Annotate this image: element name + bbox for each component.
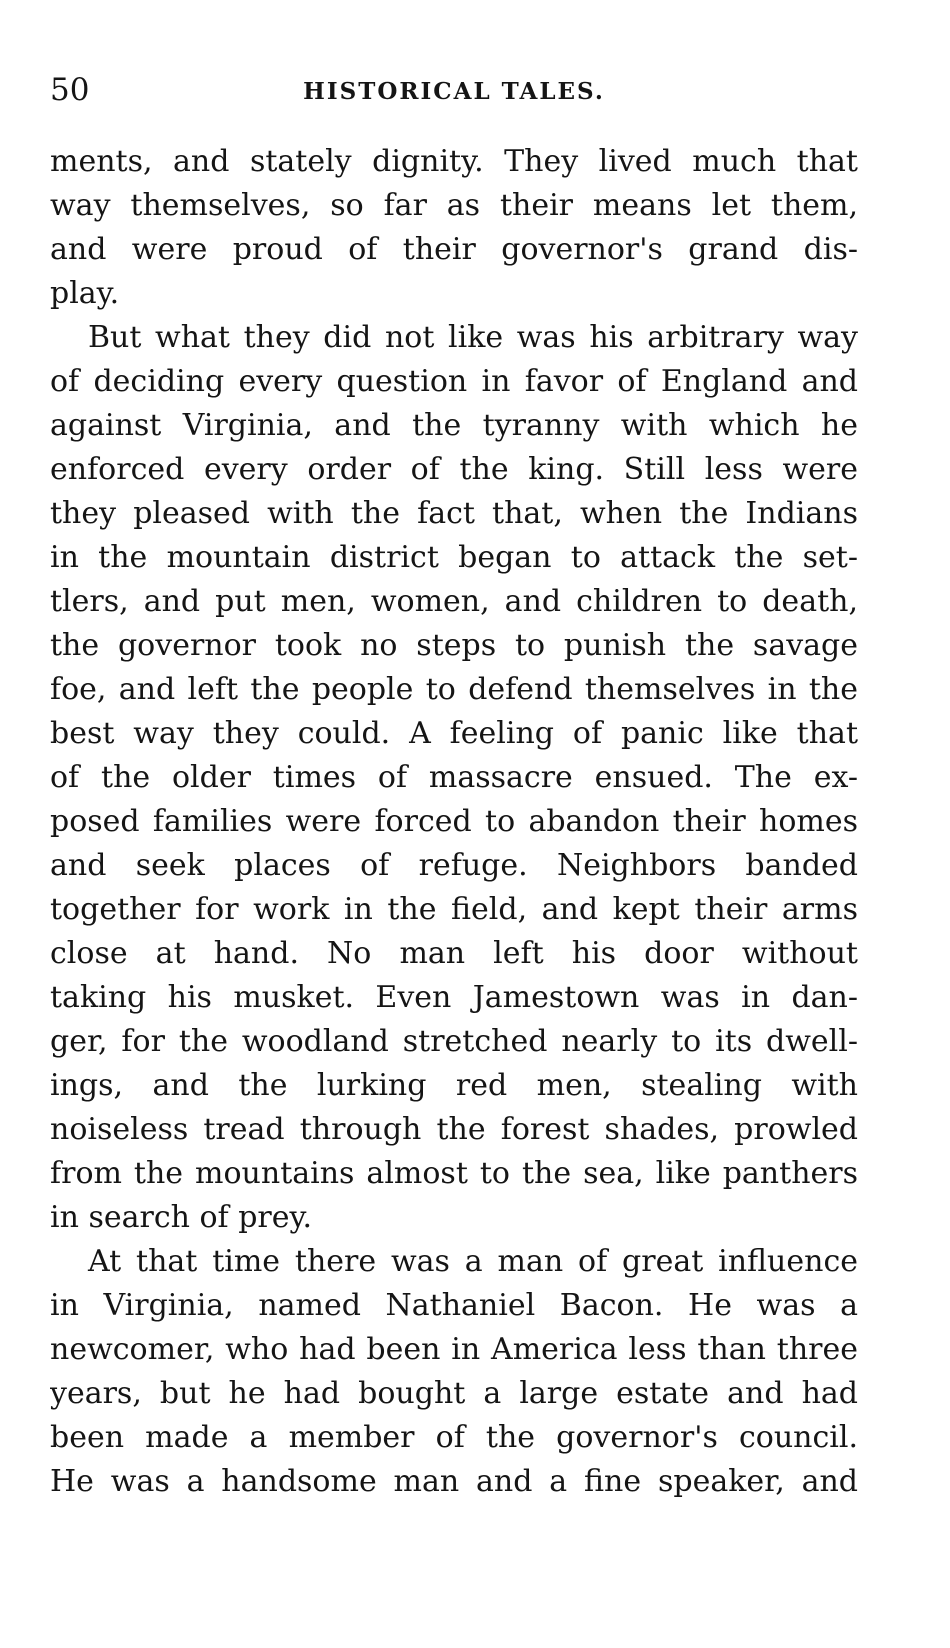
text-line: ings, and the lurking red men, stealing with [50,1068,858,1103]
text-line: He was a handsome man and a fine speaker, and [50,1464,858,1499]
text-line: newcomer, who had been in America less than three [50,1332,858,1367]
paragraph-end-line: play. [50,276,120,311]
paragraph-start-line: At that time there was a man of great influence [88,1244,858,1279]
text-line: taking his musket. Even Jamestown was in dan- [50,980,858,1015]
text-line: posed families were forced to abandon their homes [50,804,858,839]
text-line: they pleased with the fact that, when the Indians [50,496,858,531]
text-line: and seek places of refuge. Neighbors banded [50,848,858,883]
text-line: of the older times of massacre ensued. The ex- [50,760,858,795]
text-line: tlers, and put men, women, and children to death, [50,584,858,619]
text-line: best way they could. A feeling of panic like that [50,716,858,751]
text-line: against Virginia, and the tyranny with which he [50,408,858,443]
running-header [50,70,858,110]
text-line: the governor took no steps to punish the savage [50,628,858,663]
text-line: foe, and left the people to defend themselves in the [50,672,858,707]
running-title: HISTORICAL TALES. [303,78,605,105]
page-number: 50 [50,72,90,108]
text-line: from the mountains almost to the sea, like panthers [50,1156,858,1191]
text-line: ments, and stately dignity. They lived much that [50,144,858,179]
text-line: enforced every order of the king. Still less were [50,452,858,487]
text-line: of deciding every question in favor of England and [50,364,858,399]
paragraph-end-line: in search of prey. [50,1200,312,1235]
text-line: years, but he had bought a large estate and had [50,1376,858,1411]
text-line: close at hand. No man left his door without [50,936,858,971]
text-line: been made a member of the governor's council. [50,1420,858,1455]
paragraph-start-line: But what they did not like was his arbitrary way [88,320,858,355]
text-line: in the mountain district began to attack the set- [50,540,858,575]
text-line: in Virginia, named Nathaniel Bacon. He was a [50,1288,858,1323]
text-line: ger, for the woodland stretched nearly to its dwell- [50,1024,858,1059]
text-line: together for work in the field, and kept their arms [50,892,858,927]
text-line: noiseless tread through the forest shades, prowled [50,1112,858,1147]
text-line: and were proud of their governor's grand dis- [50,232,858,267]
body-text [50,140,858,1504]
text-line: way themselves, so far as their means let them, [50,188,858,223]
